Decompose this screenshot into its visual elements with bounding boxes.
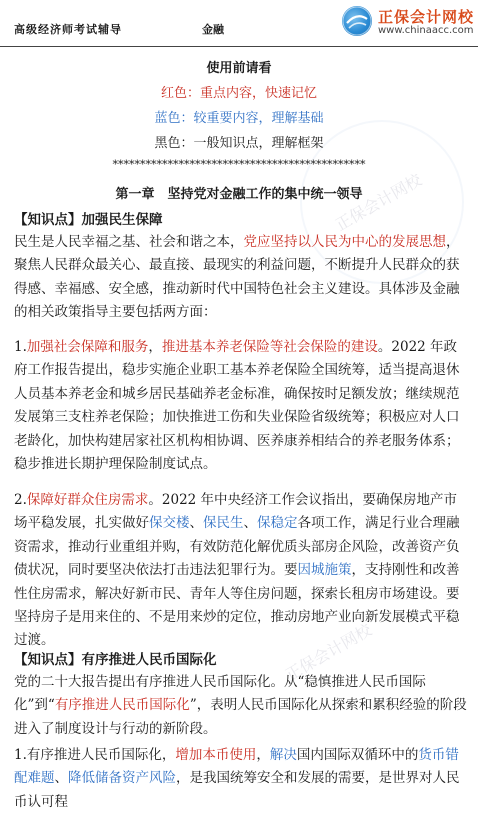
logo-url: www.chinaacc.com xyxy=(378,25,474,36)
important-point-blue: 因城施策 xyxy=(297,562,352,579)
page-header xyxy=(0,0,478,47)
key-point-red: 党应坚持以人民为中心的发展思想 xyxy=(243,234,446,250)
chapter-title: 第一章 坚持党对金融工作的集中统一领导 xyxy=(115,187,363,202)
legend-black: 黑色：一般知识点，理解框架 xyxy=(154,136,324,151)
important-point-blue: 解决 xyxy=(269,747,297,763)
text-run: 各项工作，满足行业合理融资需求，推动行业重组并购，有效防范化解优质头部房企风险，改善资产负债状况，同时要坚决依法打击违法犯罪行为。要 xyxy=(14,515,460,579)
star-divider: ********************************************** xyxy=(112,158,366,171)
key-point-red: 增加本币使用 xyxy=(175,747,257,763)
text-run: 、 xyxy=(189,515,203,532)
watermark-text: 正保会计网校 xyxy=(282,620,375,685)
paragraph xyxy=(14,744,470,814)
important-point-blue: 货币错配难题 xyxy=(14,747,459,787)
legend-red: 红色：重点内容，快速记忆 xyxy=(160,86,317,101)
section-heading: 【知识点】有序推进人民币国际化 xyxy=(14,652,217,668)
paragraph xyxy=(14,336,470,476)
text-run: 民生是人民幸福之基、社会和谐之本， xyxy=(14,234,244,250)
text-run: 1.有序推进人民币国际化， xyxy=(14,747,176,763)
text-run: 党的二十大报告提出有序推进人民币国际化。从“稳慎推进人民币国际化”到“ xyxy=(14,674,426,714)
important-point-blue: 保交楼 xyxy=(149,515,190,532)
text-run: 1. xyxy=(14,339,27,355)
brand-logo[interactable] xyxy=(340,4,476,40)
text-run: ，支持刚性和改善性住房需求，解决好新市民、青年人等住房问题，探索长租房市场建设。要坚持房子是用来住的、不是用来炒的定位，推动房地产业向新发展模式平稳过渡。 xyxy=(14,562,460,649)
text-run: ， xyxy=(148,339,162,355)
important-point-blue: 保民生 xyxy=(203,515,244,532)
important-point-blue: 降低储备资产风险 xyxy=(68,770,176,787)
header-course-title: 高级经济师考试辅导 xyxy=(14,23,122,36)
text-run: ，是我国统筹安全和发展的需要，是世界对人民币认可程 xyxy=(14,770,460,810)
paragraph xyxy=(14,489,470,653)
key-point-red: 加强社会保障和服务 xyxy=(26,339,149,355)
watermark-text: 正保会计网校 xyxy=(332,170,425,235)
text-run: 、 xyxy=(243,515,257,532)
key-point-red: 有序推进人民币国际化 xyxy=(54,697,190,714)
paragraph xyxy=(14,671,470,741)
chinaacc-globe-logo-icon xyxy=(342,6,372,36)
text-run: ，聚焦人民群众最关心、最直接、最现实的利益问题，不断提升人民群众的获得感、幸福感、安全感，推动新时代中国特色社会主义建设。具体涉及金融的相关政策指导主要包括两方面： xyxy=(14,234,460,321)
text-run: ， xyxy=(256,747,270,763)
key-point-red: 保障好群众住房需求 xyxy=(26,492,149,508)
text-run: 国内国际双循环中的 xyxy=(296,747,419,763)
logo-brand-name: 正保会计网校 xyxy=(378,8,475,26)
key-point-red: 推进基本养老保险等社会保险的建设 xyxy=(161,339,378,355)
section-heading: 【知识点】加强民生保障 xyxy=(14,212,163,228)
text-run: 2. xyxy=(14,492,27,508)
text-run: 。2022 年中央经济工作会议指出，要确保房地产市场平稳发展，扎实做好 xyxy=(14,492,458,532)
header-subject: 金融 xyxy=(202,23,224,36)
text-run: 。2022 年政府工作报告提出，稳步实施企业职工基本养老保险全国统筹，适当提高退休人员基本养老金和城乡居民基础养老金标准，确保按时足额发放；继续规范发展第三支柱养老保险；加快推进工伤和失业保险省级统筹；积极应对人口老龄化，加快构建居家社区机构相协调、医养康养相结合的养老服务体系；稳步推进长期护理保险制度试点。 xyxy=(14,339,460,473)
intro-title: 使用前请看 xyxy=(206,61,272,76)
legend-blue: 蓝色：较重要内容，理解基础 xyxy=(154,111,324,126)
text-run: 、 xyxy=(54,770,68,787)
important-point-blue: 保稳定 xyxy=(257,515,298,532)
paragraph xyxy=(14,231,470,325)
text-run: ”，表明人民币国际化从探索和累积经验的阶段进入了制度设计与行动的新阶段。 xyxy=(14,697,467,737)
